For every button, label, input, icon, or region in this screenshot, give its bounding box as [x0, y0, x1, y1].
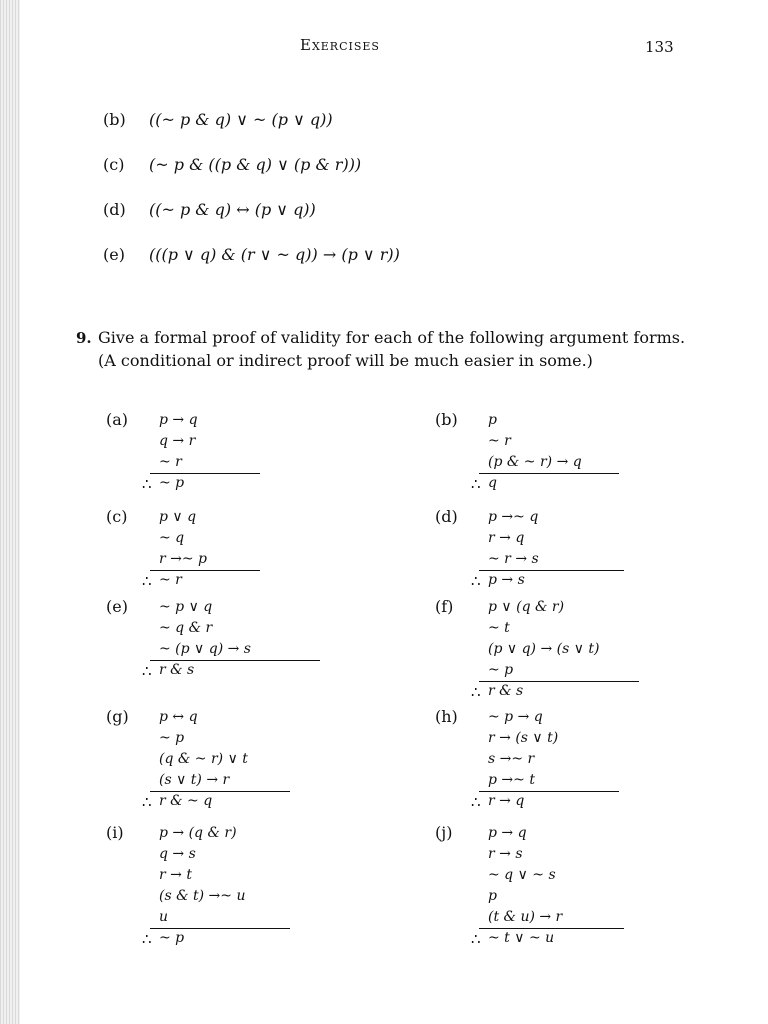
premise: (p ∨ q) → (s ∨ t): [488, 641, 600, 657]
premise: ~ p ∨ q: [159, 599, 213, 615]
therefore-symbol: ∴: [471, 930, 482, 948]
therefore-symbol: ∴: [471, 475, 482, 493]
conclusion-rule: [150, 660, 320, 661]
conclusion: r → q: [488, 793, 525, 809]
formula-c: [103, 155, 361, 174]
formula-d: [103, 200, 316, 219]
formula-label: (b): [103, 110, 126, 129]
argument-label: (g): [106, 707, 129, 726]
premise: (s ∨ t) → r: [159, 772, 230, 788]
argument-label: (f): [435, 597, 454, 616]
exercise-number: 9.: [76, 329, 92, 347]
premise: s →~ r: [488, 751, 535, 767]
premise: p → (q & r): [159, 825, 237, 841]
formula-text: ((~ p & q) ↔ (p ∨ q)): [149, 200, 316, 219]
therefore-symbol: ∴: [471, 683, 482, 701]
premise: r → s: [488, 846, 523, 862]
premise: ~ r: [488, 433, 511, 449]
therefore-symbol: ∴: [142, 475, 153, 493]
argument-label: (h): [435, 707, 458, 726]
formula-label: (c): [103, 155, 125, 174]
conclusion: r & s: [488, 683, 524, 699]
exercise-instruction-line-2: (A conditional or indirect proof will be much easier in some.): [98, 351, 593, 370]
premise: ~ r: [159, 454, 182, 470]
argument-label: (d): [435, 507, 458, 526]
premise: ~ p → q: [488, 709, 543, 725]
therefore-symbol: ∴: [471, 572, 482, 590]
premise: p →~ q: [488, 509, 539, 525]
page-edge-shadow: [0, 0, 20, 1024]
premise: (q & ~ r) ∨ t: [159, 751, 248, 767]
premise: (p & ~ r) → q: [488, 454, 582, 470]
argument-label: (c): [106, 507, 128, 526]
argument-label: (i): [106, 823, 124, 842]
conclusion: ~ r: [159, 572, 182, 588]
premise: r → q: [488, 530, 525, 546]
formula-text: (((p ∨ q) & (r ∨ ~ q)) → (p ∨ r)): [149, 245, 400, 264]
therefore-symbol: ∴: [471, 793, 482, 811]
premise: r → t: [159, 867, 192, 883]
premise: p → q: [159, 412, 198, 428]
argument-j: [435, 823, 695, 1003]
argument-i: [106, 823, 366, 1003]
premise: ~ q ∨ ~ s: [488, 867, 556, 883]
premise: q → s: [159, 846, 196, 862]
conclusion-rule: [479, 473, 619, 474]
conclusion-rule: [150, 791, 290, 792]
conclusion: ~ p: [159, 930, 185, 946]
premise: p: [488, 888, 497, 904]
premise: p: [488, 412, 497, 428]
conclusion-rule: [479, 791, 619, 792]
premise: u: [159, 909, 169, 925]
conclusion-rule: [479, 928, 624, 929]
therefore-symbol: ∴: [142, 662, 153, 680]
formula-e: [103, 245, 400, 264]
therefore-symbol: ∴: [142, 572, 153, 590]
conclusion: r & s: [159, 662, 195, 678]
conclusion: q: [488, 475, 497, 491]
conclusion-rule: [479, 570, 624, 571]
conclusion-rule: [150, 570, 260, 571]
conclusion: ~ p: [159, 475, 185, 491]
exercise-instruction-line-1: Give a formal proof of validity for each of the following argument forms.: [98, 328, 686, 347]
conclusion: p → s: [488, 572, 525, 588]
premise: ~ r → s: [488, 551, 539, 567]
argument-label: (e): [106, 597, 128, 616]
argument-label: (b): [435, 410, 458, 429]
premise: q → r: [159, 433, 196, 449]
formula-label: (d): [103, 200, 126, 219]
formula-text: (~ p & ((p & q) ∨ (p & r))): [149, 155, 362, 174]
premise: p ∨ (q & r): [488, 599, 565, 615]
formula-b: [103, 110, 333, 129]
conclusion-rule: [479, 681, 639, 682]
formula-label: (e): [103, 245, 125, 264]
premise: ~ (p ∨ q) → s: [159, 641, 251, 657]
conclusion-rule: [150, 928, 290, 929]
premise: (t & u) → r: [488, 909, 563, 925]
therefore-symbol: ∴: [142, 930, 153, 948]
running-header: Exercises: [300, 36, 380, 54]
premise: p →~ t: [488, 772, 535, 788]
premise: p ∨ q: [159, 509, 197, 525]
premise: p ↔ q: [159, 709, 198, 725]
premise: ~ p: [159, 730, 185, 746]
conclusion-rule: [150, 473, 260, 474]
page-number: 133: [645, 38, 674, 56]
premise: ~ t: [488, 620, 510, 636]
premise: r → (s ∨ t): [488, 730, 559, 746]
conclusion: ~ t ∨ ~ u: [488, 930, 555, 946]
premise: ~ q & r: [159, 620, 213, 636]
premise: p → q: [488, 825, 527, 841]
premise: ~ q: [159, 530, 185, 546]
formula-text: ((~ p & q) ∨ ~ (p ∨ q)): [149, 110, 333, 129]
premise: (s & t) →~ u: [159, 888, 246, 904]
therefore-symbol: ∴: [142, 793, 153, 811]
conclusion: r & ~ q: [159, 793, 213, 809]
argument-label: (a): [106, 410, 129, 429]
premise: ~ p: [488, 662, 514, 678]
argument-label: (j): [435, 823, 453, 842]
premise: r →~ p: [159, 551, 208, 567]
